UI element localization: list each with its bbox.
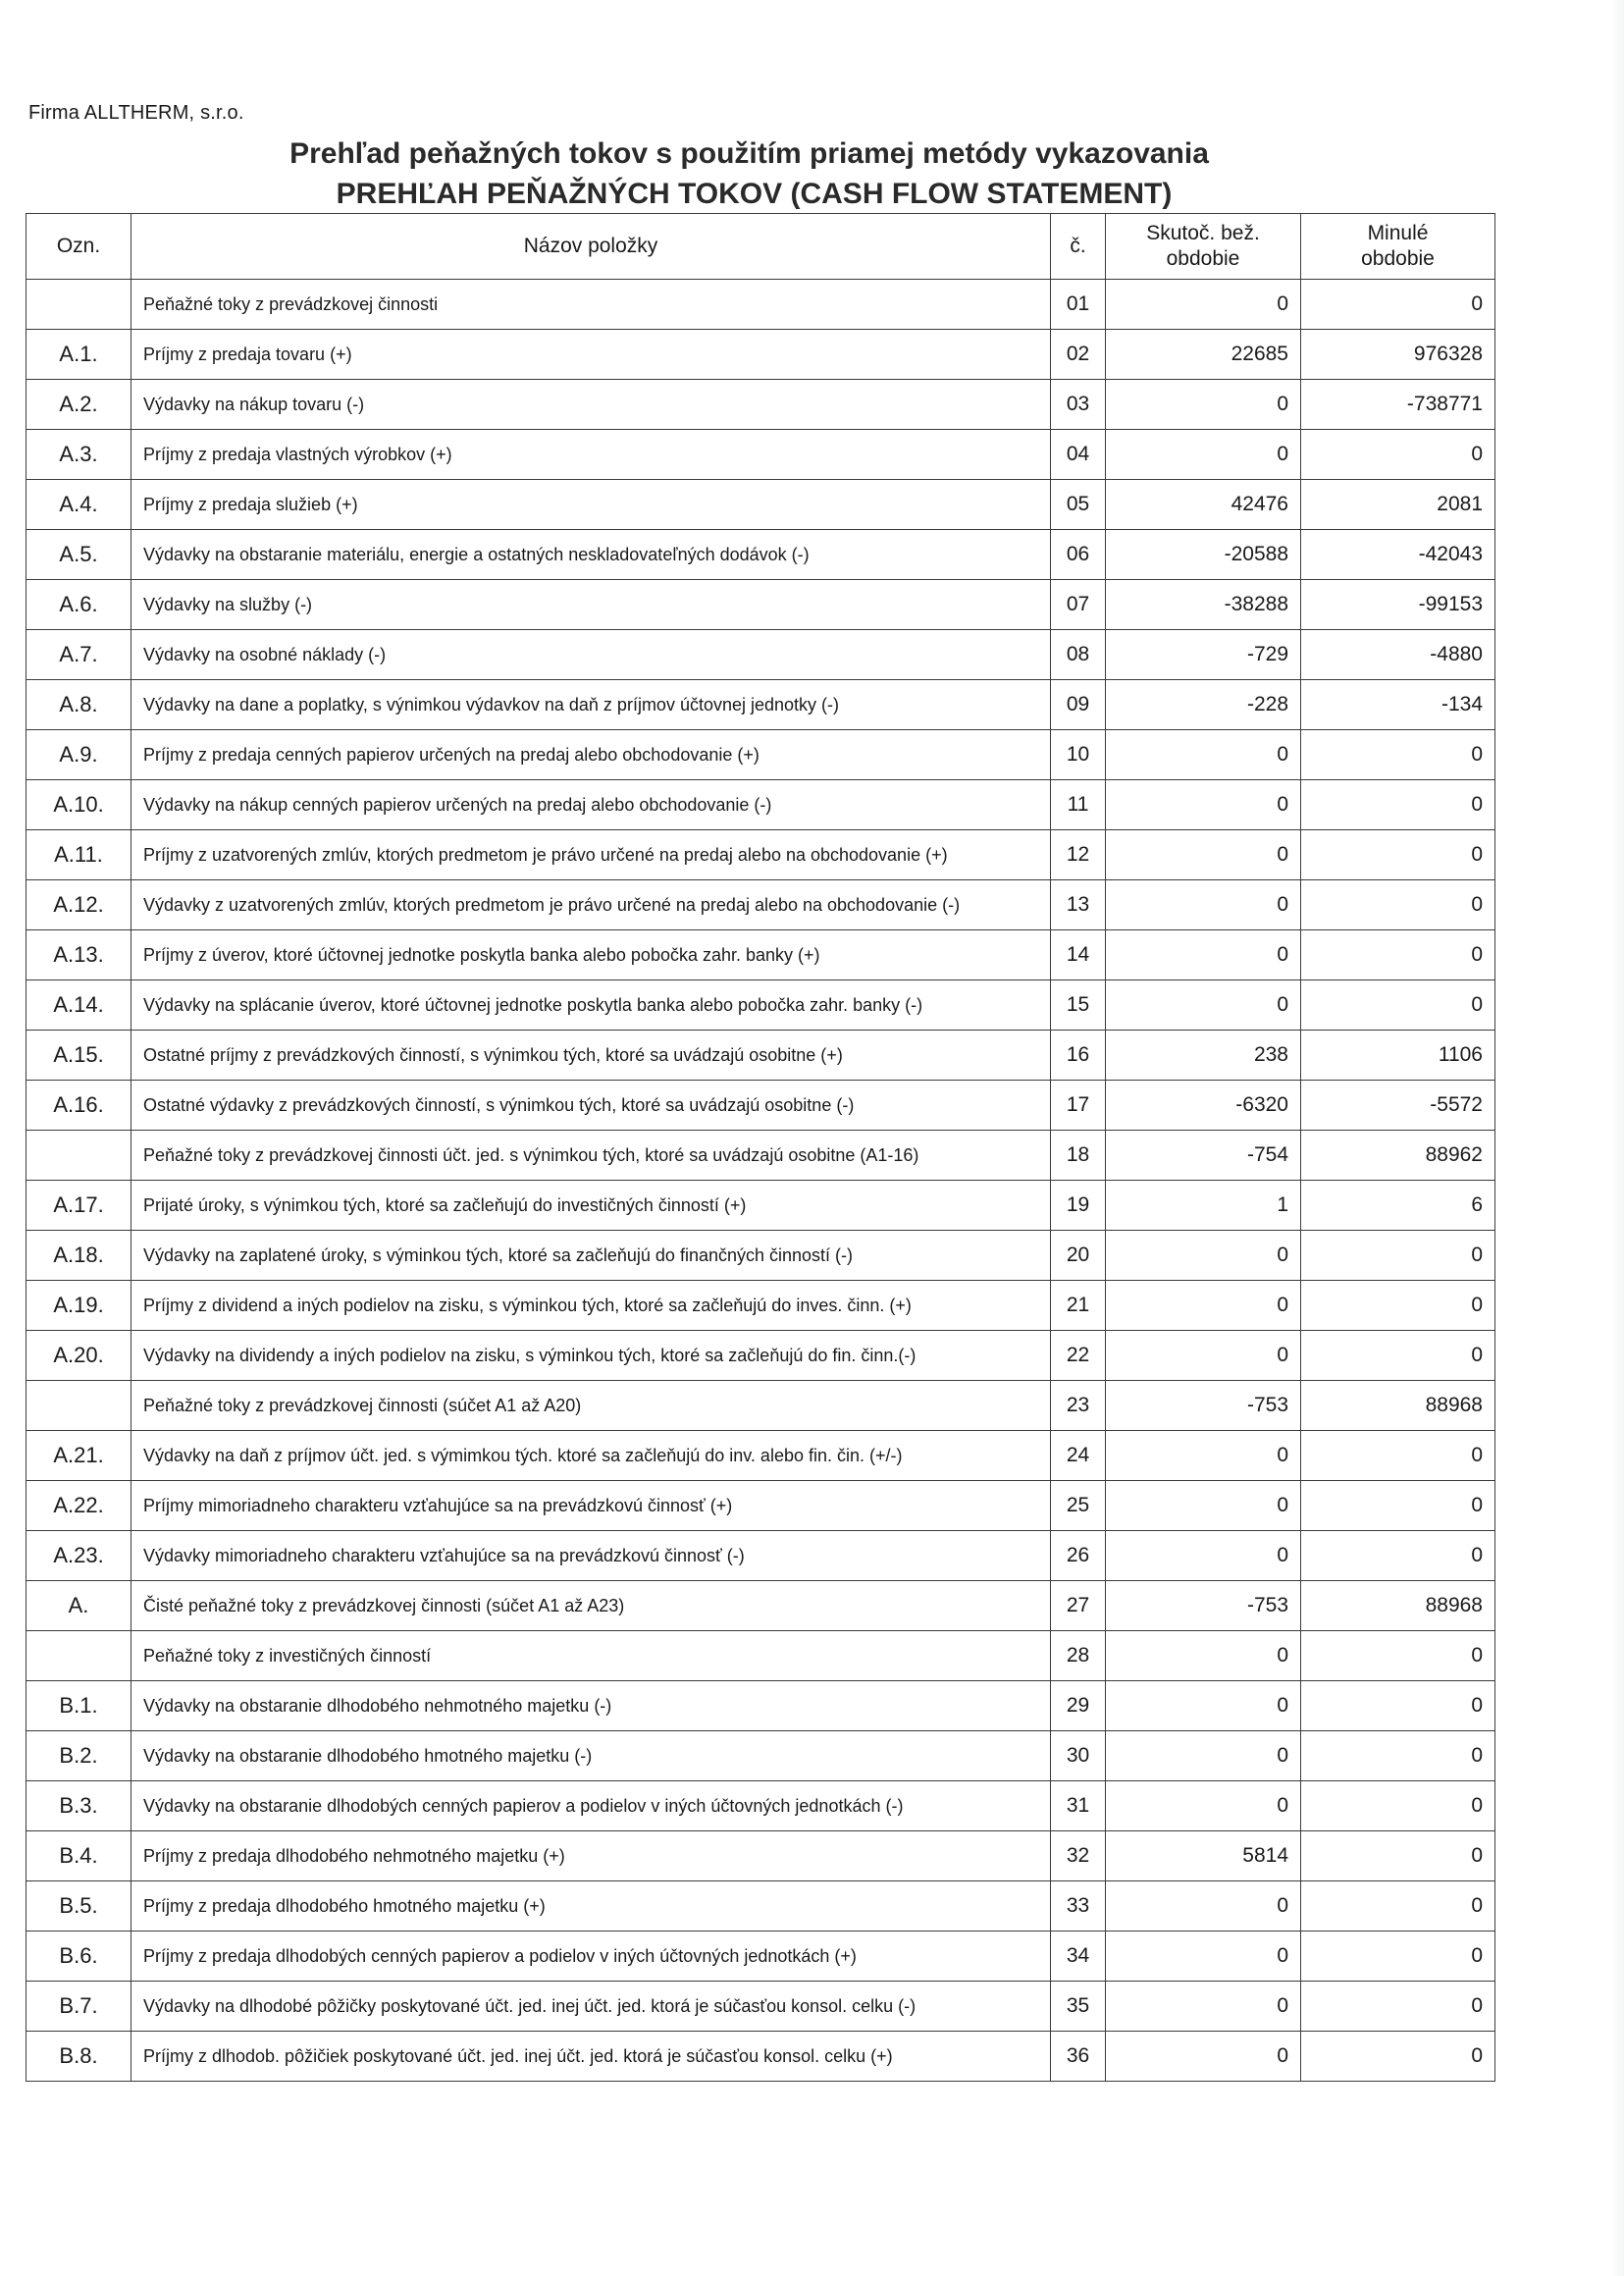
table-row	[26, 1681, 1495, 1731]
row-current-value: 0	[1106, 730, 1301, 780]
row-previous-value: 0	[1301, 980, 1495, 1031]
header-current-line2: obdobie	[1166, 247, 1240, 270]
row-previous-value: 0	[1301, 430, 1495, 480]
table-row	[26, 880, 1495, 930]
row-ozn: A.15.	[26, 1031, 131, 1081]
row-current-value: 0	[1106, 1681, 1301, 1731]
document-subtitle-text: PREHĽAH PEŇAŽNÝCH TOKOV (CASH FLOW STATEMENT)	[336, 178, 1173, 210]
row-name: Príjmy z dividend a iných podielov na zisku, s výminkou tých, ktoré sa začleňujú do inves. činn. (+)	[131, 1281, 1051, 1331]
header-previous-period	[1301, 214, 1495, 280]
row-name: Peňažné toky z prevádzkovej činnosti	[131, 280, 1051, 330]
header-ozn: Ozn.	[26, 214, 131, 280]
row-current-value: 238	[1106, 1031, 1301, 1081]
table-row	[26, 480, 1495, 530]
row-name: Príjmy z predaja dlhodobých cenných papierov a podielov v iných účtovných jednotkách (+)	[131, 1932, 1051, 1982]
row-previous-value: -5572	[1301, 1081, 1495, 1131]
row-number: 35	[1051, 1982, 1106, 2032]
row-current-value: 0	[1106, 1231, 1301, 1281]
row-current-value: -228	[1106, 680, 1301, 730]
table-row	[26, 1481, 1495, 1531]
row-current-value: 0	[1106, 830, 1301, 880]
row-ozn: A.6.	[26, 580, 131, 630]
row-current-value: -754	[1106, 1131, 1301, 1181]
row-previous-value: 0	[1301, 1331, 1495, 1381]
row-name: Výdavky na obstaranie dlhodobého nehmotného majetku (-)	[131, 1681, 1051, 1731]
row-name: Ostatné výdavky z prevádzkových činností, s výnimkou tých, ktoré sa uvádzajú osobitne (-)	[131, 1081, 1051, 1131]
table-row	[26, 1881, 1495, 1932]
row-current-value: 0	[1106, 1281, 1301, 1331]
row-name: Peňažné toky z prevádzkovej činnosti účt. jed. s výnimkou tých, ktoré sa uvádzajú osobitne (A1-16)	[131, 1131, 1051, 1181]
row-number: 29	[1051, 1681, 1106, 1731]
row-name: Príjmy mimoriadneho charakteru vzťahujúce sa na prevádzkovú činnosť (+)	[131, 1481, 1051, 1531]
row-number: 13	[1051, 880, 1106, 930]
row-number: 17	[1051, 1081, 1106, 1131]
table-row	[26, 780, 1495, 830]
row-ozn: A.22.	[26, 1481, 131, 1531]
row-ozn: A.7.	[26, 630, 131, 680]
table-row	[26, 1932, 1495, 1982]
header-previous-line2: obdobie	[1361, 247, 1435, 270]
row-ozn: A.23.	[26, 1531, 131, 1581]
row-ozn: A.5.	[26, 530, 131, 580]
row-ozn: B.3.	[26, 1781, 131, 1831]
row-ozn: A.3.	[26, 430, 131, 480]
row-number: 10	[1051, 730, 1106, 780]
row-name: Príjmy z úverov, ktoré účtovnej jednotke poskytla banka alebo pobočka zahr. banky (+)	[131, 930, 1051, 980]
document-subtitle	[0, 178, 1624, 211]
row-ozn: A.12.	[26, 880, 131, 930]
row-number: 36	[1051, 2032, 1106, 2082]
row-previous-value: 976328	[1301, 330, 1495, 380]
document-title	[0, 137, 1624, 171]
row-name: Príjmy z dlhodob. pôžičiek poskytované účt. jed. inej účt. jed. ktorá je súčasťou konsol. celku (+)	[131, 2032, 1051, 2082]
row-number: 08	[1051, 630, 1106, 680]
row-current-value: 0	[1106, 1932, 1301, 1982]
row-current-value: 0	[1106, 1982, 1301, 2032]
row-number: 14	[1051, 930, 1106, 980]
row-current-value: -753	[1106, 1381, 1301, 1431]
row-name: Peňažné toky z prevádzkovej činnosti (súčet A1 až A20)	[131, 1381, 1051, 1431]
row-previous-value: 0	[1301, 1781, 1495, 1831]
row-name: Výdavky na nákup cenných papierov určených na predaj alebo obchodovanie (-)	[131, 780, 1051, 830]
row-name: Príjmy z predaja dlhodobého hmotného majetku (+)	[131, 1881, 1051, 1932]
row-name: Výdavky na zaplatené úroky, s výminkou tých, ktoré sa začleňujú do finančných činností (-)	[131, 1231, 1051, 1281]
row-previous-value: -99153	[1301, 580, 1495, 630]
table-row	[26, 930, 1495, 980]
table-row	[26, 1431, 1495, 1481]
row-number: 21	[1051, 1281, 1106, 1331]
table-row	[26, 730, 1495, 780]
row-name: Ostatné príjmy z prevádzkových činností, s výnimkou tých, ktoré sa uvádzajú osobitne (+)	[131, 1031, 1051, 1081]
row-name: Prijaté úroky, s výnimkou tých, ktoré sa začleňujú do investičných činností (+)	[131, 1181, 1051, 1231]
row-ozn: A.19.	[26, 1281, 131, 1331]
row-number: 05	[1051, 480, 1106, 530]
row-previous-value: 0	[1301, 1531, 1495, 1581]
row-ozn: A.	[26, 1581, 131, 1631]
row-ozn: A.17.	[26, 1181, 131, 1231]
row-current-value: 0	[1106, 930, 1301, 980]
row-number: 19	[1051, 1181, 1106, 1231]
row-ozn: A.11.	[26, 830, 131, 880]
row-current-value: 0	[1106, 430, 1301, 480]
row-name: Výdavky na splácanie úverov, ktoré účtovnej jednotke poskytla banka alebo pobočka zahr. banky (-)	[131, 980, 1051, 1031]
header-previous-line1: Minulé	[1367, 222, 1429, 244]
row-current-value: 5814	[1106, 1831, 1301, 1881]
company-name: Firma ALLTHERM, s.r.o.	[28, 102, 244, 124]
table-row	[26, 380, 1495, 430]
row-number: 06	[1051, 530, 1106, 580]
table-row	[26, 680, 1495, 730]
row-name: Príjmy z predaja tovaru (+)	[131, 330, 1051, 380]
table-row	[26, 1982, 1495, 2032]
row-current-value: 22685	[1106, 330, 1301, 380]
row-previous-value: 88968	[1301, 1381, 1495, 1431]
row-name: Peňažné toky z investičných činností	[131, 1631, 1051, 1681]
cash-flow-table	[26, 213, 1495, 2082]
row-current-value: 42476	[1106, 480, 1301, 530]
row-number: 28	[1051, 1631, 1106, 1681]
row-number: 33	[1051, 1881, 1106, 1932]
row-name: Príjmy z predaja vlastných výrobkov (+)	[131, 430, 1051, 480]
row-name: Čisté peňažné toky z prevádzkovej činnosti (súčet A1 až A23)	[131, 1581, 1051, 1631]
row-previous-value: -42043	[1301, 530, 1495, 580]
row-ozn: B.8.	[26, 2032, 131, 2082]
row-number: 31	[1051, 1781, 1106, 1831]
row-ozn: B.6.	[26, 1932, 131, 1982]
row-number: 23	[1051, 1381, 1106, 1431]
row-ozn: A.1.	[26, 330, 131, 380]
row-current-value: -753	[1106, 1581, 1301, 1631]
row-previous-value: 0	[1301, 780, 1495, 830]
table-row	[26, 1181, 1495, 1231]
row-name: Výdavky na osobné náklady (-)	[131, 630, 1051, 680]
row-number: 12	[1051, 830, 1106, 880]
table-row	[26, 1281, 1495, 1331]
row-number: 11	[1051, 780, 1106, 830]
row-previous-value: 0	[1301, 930, 1495, 980]
row-name: Príjmy z predaja cenných papierov určených na predaj alebo obchodovanie (+)	[131, 730, 1051, 780]
table-row	[26, 630, 1495, 680]
row-ozn: A.16.	[26, 1081, 131, 1131]
row-previous-value: 0	[1301, 1481, 1495, 1531]
row-previous-value: 0	[1301, 1831, 1495, 1881]
row-previous-value: 0	[1301, 1881, 1495, 1932]
table-row	[26, 530, 1495, 580]
row-ozn: A.10.	[26, 780, 131, 830]
row-ozn	[26, 1381, 131, 1431]
row-number: 34	[1051, 1932, 1106, 1982]
row-current-value: 1	[1106, 1181, 1301, 1231]
row-current-value: 0	[1106, 1631, 1301, 1681]
table-row	[26, 830, 1495, 880]
row-previous-value: 0	[1301, 2032, 1495, 2082]
row-name: Výdavky z uzatvorených zmlúv, ktorých predmetom je právo určené na predaj alebo na obchodovanie (-)	[131, 880, 1051, 930]
row-number: 16	[1051, 1031, 1106, 1081]
row-number: 07	[1051, 580, 1106, 630]
row-previous-value: 0	[1301, 1231, 1495, 1281]
row-name: Výdavky na dlhodobé pôžičky poskytované účt. jed. inej účt. jed. ktorá je súčasťou konsol. celku (-)	[131, 1982, 1051, 2032]
row-current-value: 0	[1106, 1481, 1301, 1531]
row-number: 26	[1051, 1531, 1106, 1581]
row-ozn	[26, 1631, 131, 1681]
row-number: 24	[1051, 1431, 1106, 1481]
row-previous-value: 0	[1301, 1681, 1495, 1731]
row-previous-value: 0	[1301, 280, 1495, 330]
table-row	[26, 1631, 1495, 1681]
row-name: Príjmy z predaja služieb (+)	[131, 480, 1051, 530]
row-name: Výdavky na nákup tovaru (-)	[131, 380, 1051, 430]
row-previous-value: 0	[1301, 1281, 1495, 1331]
table-row	[26, 1781, 1495, 1831]
row-number: 18	[1051, 1131, 1106, 1181]
row-ozn: B.2.	[26, 1731, 131, 1781]
header-current-line1: Skutoč. bež.	[1146, 222, 1260, 244]
row-previous-value: 0	[1301, 1731, 1495, 1781]
row-current-value: 0	[1106, 1881, 1301, 1932]
row-name: Výdavky mimoriadneho charakteru vzťahujúce sa na prevádzkovú činnosť (-)	[131, 1531, 1051, 1581]
row-name: Výdavky na obstaranie dlhodobých cenných papierov a podielov v iných účtovných jednotkách (-)	[131, 1781, 1051, 1831]
table-row	[26, 430, 1495, 480]
row-previous-value: 0	[1301, 1932, 1495, 1982]
row-previous-value: 6	[1301, 1181, 1495, 1231]
row-previous-value: 88968	[1301, 1581, 1495, 1631]
row-ozn: B.4.	[26, 1831, 131, 1881]
row-name: Výdavky na služby (-)	[131, 580, 1051, 630]
header-current-period	[1106, 214, 1301, 280]
table-row	[26, 1831, 1495, 1881]
table-row	[26, 1081, 1495, 1131]
row-current-value: -38288	[1106, 580, 1301, 630]
row-number: 20	[1051, 1231, 1106, 1281]
table-row	[26, 1581, 1495, 1631]
row-ozn	[26, 1131, 131, 1181]
row-number: 15	[1051, 980, 1106, 1031]
row-current-value: 0	[1106, 1731, 1301, 1781]
row-number: 02	[1051, 330, 1106, 380]
table-row	[26, 330, 1495, 380]
row-ozn: A.14.	[26, 980, 131, 1031]
row-current-value: 0	[1106, 1781, 1301, 1831]
table-row	[26, 980, 1495, 1031]
table-row	[26, 2032, 1495, 2082]
row-number: 22	[1051, 1331, 1106, 1381]
row-ozn	[26, 280, 131, 330]
row-current-value: 0	[1106, 980, 1301, 1031]
row-number: 09	[1051, 680, 1106, 730]
table-row	[26, 1331, 1495, 1381]
row-name: Príjmy z predaja dlhodobého nehmotného majetku (+)	[131, 1831, 1051, 1881]
row-ozn: A.2.	[26, 380, 131, 430]
row-current-value: 0	[1106, 780, 1301, 830]
row-current-value: 0	[1106, 2032, 1301, 2082]
row-number: 03	[1051, 380, 1106, 430]
row-number: 04	[1051, 430, 1106, 480]
row-name: Výdavky na obstaranie materiálu, energie a ostatných neskladovateľných dodávok (-)	[131, 530, 1051, 580]
row-ozn: A.18.	[26, 1231, 131, 1281]
row-current-value: 0	[1106, 1531, 1301, 1581]
row-name: Výdavky na dane a poplatky, s výnimkou výdavkov na daň z príjmov účtovnej jednotky (-)	[131, 680, 1051, 730]
row-current-value: -20588	[1106, 530, 1301, 580]
row-ozn: A.13.	[26, 930, 131, 980]
row-name: Výdavky na obstaranie dlhodobého hmotného majetku (-)	[131, 1731, 1051, 1781]
row-ozn: B.1.	[26, 1681, 131, 1731]
row-previous-value: -738771	[1301, 380, 1495, 430]
table-row	[26, 1131, 1495, 1181]
table-row	[26, 580, 1495, 630]
row-number: 01	[1051, 280, 1106, 330]
row-previous-value: -4880	[1301, 630, 1495, 680]
table-row	[26, 280, 1495, 330]
row-previous-value: 88962	[1301, 1131, 1495, 1181]
row-previous-value: 0	[1301, 730, 1495, 780]
row-number: 30	[1051, 1731, 1106, 1781]
row-ozn: B.7.	[26, 1982, 131, 2032]
row-name: Príjmy z uzatvorených zmlúv, ktorých predmetom je právo určené na predaj alebo na obchodovanie (+)	[131, 830, 1051, 880]
row-ozn: A.4.	[26, 480, 131, 530]
row-previous-value: 1106	[1301, 1031, 1495, 1081]
row-ozn: A.9.	[26, 730, 131, 780]
row-previous-value: 0	[1301, 1631, 1495, 1681]
scan-edge	[1610, 0, 1624, 2276]
row-ozn: A.8.	[26, 680, 131, 730]
row-ozn: A.21.	[26, 1431, 131, 1481]
row-current-value: 0	[1106, 880, 1301, 930]
row-previous-value: 0	[1301, 830, 1495, 880]
row-current-value: 0	[1106, 280, 1301, 330]
header-number: č.	[1051, 214, 1106, 280]
table-row	[26, 1731, 1495, 1781]
table-row	[26, 1531, 1495, 1581]
row-name: Výdavky na daň z príjmov účt. jed. s výmimkou tých. ktoré sa začleňujú do inv. alebo fin. čin. (+/-)	[131, 1431, 1051, 1481]
row-number: 25	[1051, 1481, 1106, 1531]
row-number: 32	[1051, 1831, 1106, 1881]
header-name: Názov položky	[131, 214, 1051, 280]
row-current-value: 0	[1106, 1431, 1301, 1481]
table-header-row	[26, 214, 1495, 280]
row-ozn: B.5.	[26, 1881, 131, 1932]
row-previous-value: -134	[1301, 680, 1495, 730]
row-previous-value: 0	[1301, 1982, 1495, 2032]
document-title-text: Prehľad peňažných tokov s použitím priamej metódy vykazovania	[289, 137, 1209, 170]
row-previous-value: 0	[1301, 880, 1495, 930]
row-ozn: A.20.	[26, 1331, 131, 1381]
row-current-value: -729	[1106, 630, 1301, 680]
row-previous-value: 0	[1301, 1431, 1495, 1481]
row-number: 27	[1051, 1581, 1106, 1631]
table-row	[26, 1031, 1495, 1081]
row-current-value: 0	[1106, 380, 1301, 430]
table-body	[26, 280, 1495, 2082]
table-row	[26, 1381, 1495, 1431]
row-name: Výdavky na dividendy a iných podielov na zisku, s výminkou tých, ktoré sa začleňujú do fin. činn.(-)	[131, 1331, 1051, 1381]
table-row	[26, 1231, 1495, 1281]
row-previous-value: 2081	[1301, 480, 1495, 530]
row-current-value: -6320	[1106, 1081, 1301, 1131]
row-current-value: 0	[1106, 1331, 1301, 1381]
